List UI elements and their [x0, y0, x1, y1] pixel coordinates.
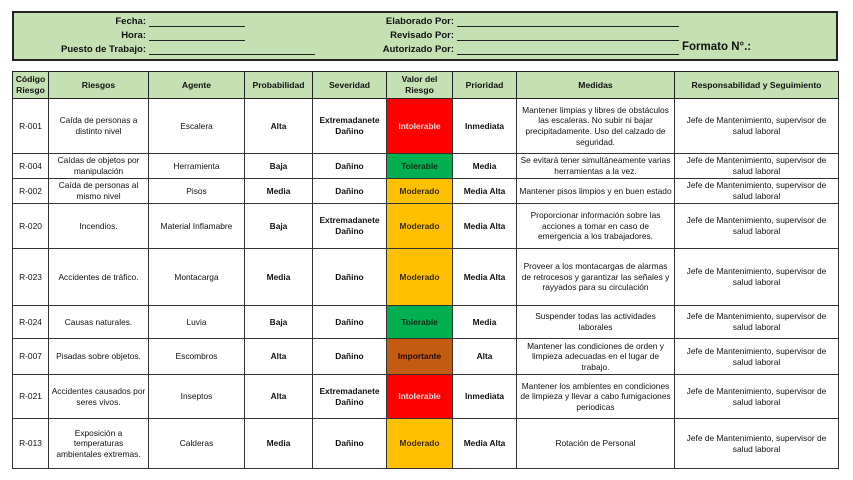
- cell-severidad: Dañino: [313, 419, 387, 469]
- cell-prioridad: Media Alta: [453, 179, 517, 204]
- cell-probabilidad: Media: [245, 249, 313, 306]
- cell-valor-riesgo: Importante: [387, 339, 453, 375]
- table-row: [13, 419, 839, 469]
- cell-codigo: R-024: [13, 306, 49, 339]
- cell-probabilidad: Media: [245, 179, 313, 204]
- cell-agente: Escombros: [149, 339, 245, 375]
- puesto-field: [14, 44, 315, 55]
- cell-riesgo: Caída de personas al mismo nivel: [49, 179, 149, 204]
- cell-codigo: R-002: [13, 179, 49, 204]
- table-row: [13, 249, 839, 306]
- cell-agente: Herramienta: [149, 154, 245, 179]
- cell-probabilidad: Baja: [245, 204, 313, 249]
- cell-severidad: Extremadanete Dañino: [313, 99, 387, 154]
- table-row: [13, 204, 839, 249]
- cell-responsabilidad: Jefe de Mantenimiento, supervisor de salud laboral: [675, 306, 839, 339]
- cell-medidas: Mantener las condiciones de orden y limpieza adecuadas en el lugar de trabajo.: [517, 339, 675, 375]
- cell-agente: Pisos: [149, 179, 245, 204]
- fecha-label: Fecha:: [115, 16, 146, 27]
- cell-severidad: Extremadanete Dañino: [313, 375, 387, 419]
- cell-agente: Luvia: [149, 306, 245, 339]
- cell-medidas: Mantener limpias y libres de obstáculos las escaleras. No subir ni bajar precipitadamente. Uso del calzado de seguridad.: [517, 99, 675, 154]
- cell-agente: Escalera: [149, 99, 245, 154]
- cell-codigo: R-013: [13, 419, 49, 469]
- cell-severidad: Extremadanete Dañino: [313, 204, 387, 249]
- table-row: [13, 306, 839, 339]
- cell-valor-riesgo: Intolerable: [387, 375, 453, 419]
- autorizado-label: Autorizado Por:: [382, 44, 454, 55]
- cell-probabilidad: Baja: [245, 306, 313, 339]
- cell-riesgo: Pisadas sobre objetos.: [49, 339, 149, 375]
- cell-probabilidad: Media: [245, 419, 313, 469]
- table-row: [13, 99, 839, 154]
- cell-riesgo: Incendios.: [49, 204, 149, 249]
- risk-table: [12, 71, 839, 469]
- form-header: [12, 11, 838, 61]
- cell-riesgo: Caídas de objetos por manipulación: [49, 154, 149, 179]
- cell-codigo: R-023: [13, 249, 49, 306]
- elaborado-line[interactable]: [457, 16, 679, 27]
- col-header-valor: Valor del Riesgo: [387, 72, 453, 99]
- cell-probabilidad: Baja: [245, 154, 313, 179]
- table-row: [13, 339, 839, 375]
- hora-field: [14, 30, 245, 41]
- cell-codigo: R-020: [13, 204, 49, 249]
- cell-codigo: R-021: [13, 375, 49, 419]
- autorizado-field: [374, 44, 679, 55]
- cell-agente: Calderas: [149, 419, 245, 469]
- cell-valor-riesgo: Moderado: [387, 204, 453, 249]
- cell-riesgo: Causas naturales.: [49, 306, 149, 339]
- cell-medidas: Mantener los ambientes en condiciones de limpieza y llevar a cabo fumigaciones periodicas: [517, 375, 675, 419]
- puesto-label: Puesto de Trabajo:: [61, 44, 146, 55]
- cell-responsabilidad: Jefe de Mantenimiento, supervisor de salud laboral: [675, 339, 839, 375]
- col-header-severidad: Severidad: [313, 72, 387, 99]
- cell-agente: Inseptos: [149, 375, 245, 419]
- cell-medidas: Proporcionar información sobre las acciones a tomar en caso de emergencia a los trabajadores.: [517, 204, 675, 249]
- cell-prioridad: Media Alta: [453, 204, 517, 249]
- col-header-medidas: Medidas: [517, 72, 675, 99]
- cell-riesgo: Accidentes de tráfico.: [49, 249, 149, 306]
- col-header-riesgos: Riesgos: [49, 72, 149, 99]
- col-header-prioridad: Prioridad: [453, 72, 517, 99]
- hora-label: Hora:: [121, 30, 146, 41]
- table-row: [13, 179, 839, 204]
- cell-codigo: R-001: [13, 99, 49, 154]
- cell-medidas: Mantener pisos limpios y en buen estado: [517, 179, 675, 204]
- cell-prioridad: Media Alta: [453, 249, 517, 306]
- col-header-probabilidad: Probabilidad: [245, 72, 313, 99]
- revisado-field: [374, 30, 679, 41]
- cell-severidad: Dañino: [313, 179, 387, 204]
- cell-probabilidad: Alta: [245, 339, 313, 375]
- cell-codigo: R-004: [13, 154, 49, 179]
- cell-prioridad: Inmediata: [453, 375, 517, 419]
- cell-severidad: Dañino: [313, 249, 387, 306]
- cell-agente: Montacarga: [149, 249, 245, 306]
- cell-riesgo: Exposición a temperaturas ambientales extremas.: [49, 419, 149, 469]
- cell-probabilidad: Alta: [245, 375, 313, 419]
- cell-medidas: Proveer a los montacargas de alarmas de retrocesos y garantizar las señales y rayyados para su circulación: [517, 249, 675, 306]
- cell-agente: Material Inflamabre: [149, 204, 245, 249]
- cell-valor-riesgo: Moderado: [387, 249, 453, 306]
- cell-responsabilidad: Jefe de Mantenimiento, supervisor de salud laboral: [675, 204, 839, 249]
- fecha-line[interactable]: [149, 16, 245, 27]
- table-row: [13, 154, 839, 179]
- cell-responsabilidad: Jefe de Mantenimiento, supervisor de salud laboral: [675, 154, 839, 179]
- cell-valor-riesgo: Tolerable: [387, 154, 453, 179]
- cell-medidas: Suspender todas las actividades laborales: [517, 306, 675, 339]
- fecha-field: [14, 16, 245, 27]
- cell-valor-riesgo: Moderado: [387, 179, 453, 204]
- cell-codigo: R-007: [13, 339, 49, 375]
- cell-prioridad: Media Alta: [453, 419, 517, 469]
- revisado-line[interactable]: [457, 30, 679, 41]
- cell-responsabilidad: Jefe de Mantenimiento, supervisor de salud laboral: [675, 419, 839, 469]
- cell-prioridad: Media: [453, 306, 517, 339]
- cell-probabilidad: Alta: [245, 99, 313, 154]
- cell-valor-riesgo: Intolerable: [387, 99, 453, 154]
- cell-prioridad: Media: [453, 154, 517, 179]
- col-header-codigo: Código Riesgo: [13, 72, 49, 99]
- cell-valor-riesgo: Tolerable: [387, 306, 453, 339]
- cell-responsabilidad: Jefe de Mantenimiento, supervisor de salud laboral: [675, 375, 839, 419]
- col-header-responsabilidad: Responsabilidad y Seguimiento: [675, 72, 839, 99]
- cell-medidas: Rotación de Personal: [517, 419, 675, 469]
- elaborado-field: [374, 16, 679, 27]
- cell-severidad: Dañino: [313, 306, 387, 339]
- table-header-row: [13, 72, 839, 99]
- cell-riesgo: Caída de personas a distinto nivel: [49, 99, 149, 154]
- puesto-line[interactable]: [149, 44, 315, 55]
- cell-responsabilidad: Jefe de Mantenimiento, supervisor de salud laboral: [675, 99, 839, 154]
- cell-valor-riesgo: Moderado: [387, 419, 453, 469]
- cell-severidad: Dañino: [313, 154, 387, 179]
- col-header-agente: Agente: [149, 72, 245, 99]
- table-row: [13, 375, 839, 419]
- autorizado-line[interactable]: [457, 44, 679, 55]
- cell-responsabilidad: Jefe de Mantenimiento, supervisor de salud laboral: [675, 179, 839, 204]
- cell-prioridad: Inmediata: [453, 99, 517, 154]
- revisado-label: Revisado Por:: [390, 30, 454, 41]
- cell-responsabilidad: Jefe de Mantenimiento, supervisor de salud laboral: [675, 249, 839, 306]
- cell-severidad: Dañino: [313, 339, 387, 375]
- cell-prioridad: Alta: [453, 339, 517, 375]
- cell-medidas: Se evitará tener simultáneamente varias herramientas a la vez.: [517, 154, 675, 179]
- hora-line[interactable]: [149, 30, 245, 41]
- cell-riesgo: Accidentes causados por seres vivos.: [49, 375, 149, 419]
- elaborado-label: Elaborado Por:: [385, 16, 454, 27]
- formato-label: Formato N°.:: [682, 41, 752, 53]
